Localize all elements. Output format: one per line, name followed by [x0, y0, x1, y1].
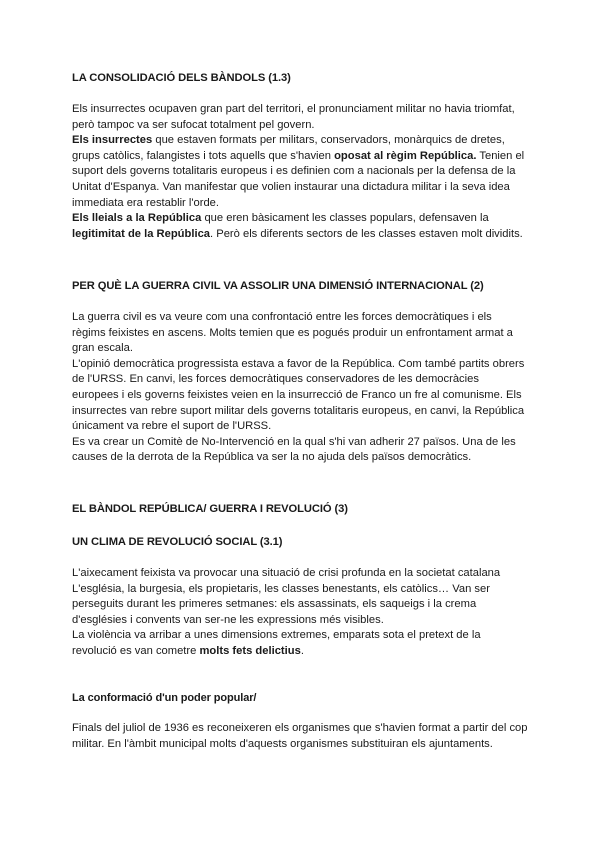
paragraph [72, 133, 528, 211]
heading-poder-popular: La conformació d'un poder popular/ [72, 692, 257, 704]
text: que eren bàsicament les classes populars, defensaven la [201, 212, 489, 225]
paragraph: Finals del juliol de 1936 es reconeixeren els organismes que s'havien format a partir del cop militar. En l'àmbit municipal molts d'aquests organismes substituiran els ajuntaments. [72, 722, 528, 750]
heading-dimensio-internacional: PER QUÈ LA GUERRA CIVIL VA ASSOLIR UNA DIMENSIÓ INTERNACIONAL (2) [72, 280, 484, 292]
text: La violència va arribar a unes dimensions extremes, emparats sota el pretext de la revolució es van cometre [72, 629, 481, 657]
heading-bandol-republica: EL BÀNDOL REPÚBLICA/ GUERRA I REVOLUCIÓ (3) [72, 503, 348, 515]
paragraph [72, 211, 528, 242]
paragraph: Es va crear un Comitè de No-Intervenció en la qual s'hi van adherir 27 països. Una de les causes de la derrota de la República va ser la no ajuda dels països democràtics. [72, 435, 516, 464]
heading-consolidacio: LA CONSOLIDACIÓ DELS BÀNDOLS (1.3) [72, 72, 291, 84]
bold-text: oposat al règim República. [334, 149, 477, 162]
heading-revolucio-social: UN CLIMA DE REVOLUCIÓ SOCIAL (3.1) [72, 536, 283, 548]
section-internacional-body [72, 310, 528, 466]
paragraph: Els insurrectes ocupaven gran part del territori, el pronunciament militar no havia triomfat, però tampoc va ser sufocat totalment pel govern. [72, 103, 515, 131]
section-consolidacio-body [72, 102, 528, 242]
text: . Però els diferents sectors de les classes estaven molt dividits. [210, 227, 523, 240]
bold-text: Els lleials a la República [72, 212, 202, 225]
section-revolucio-body [72, 566, 528, 660]
paragraph: La guerra civil es va veure com una confrontació entre les forces democràtiques i els règims feixistes en ascens. Molts temien que es pogués produir un enfrontament armat a gran escala. [72, 311, 513, 355]
bold-text: legitimitat de la República [72, 227, 211, 240]
text: que estaven formats per militars, conservadors, monàrquics de dretes, grups catòlics, falangistes i tots aquells que s'havien [72, 134, 505, 162]
paragraph [72, 628, 528, 659]
paragraph: L'església, la burgesia, els propietaris, les classes benestants, els catòlics… Van ser perseguits durant les primeres setmanes: els assassinats, els saqueigs i la crema d'esglésies i convents van ser-ne les expressions més visibles. [72, 582, 490, 626]
paragraph: L'aixecament feixista va provocar una situació de crisi profunda en la societat catalana [72, 567, 501, 579]
bold-text: Els insurrectes [72, 134, 153, 147]
section-poder-popular-body [72, 721, 528, 752]
text: . [300, 644, 304, 657]
bold-text: molts fets delictius [199, 644, 301, 657]
paragraph: L'opinió democràtica progressista estava a favor de la República. Com també partits obrers de l'URSS. En canvi, les forces democràtiques conservadores de les democràcies europees i els governs feixistes veien en la insurrecció de Franco un fre al comunisme. Els insurrectes van rebre suport militar dels governs totalitaris europeus, en canvi, la República únicament va rebre el suport de l'URSS. [72, 357, 525, 433]
text: Tenien el suport dels governs totalitaris europeus i es definien com a nacionals per la defensa de la Unitat d'Espanya. Van manifestar que volien instaurar una dictadura militar i la seva idea immediata era restablir l'orde. [72, 149, 525, 209]
